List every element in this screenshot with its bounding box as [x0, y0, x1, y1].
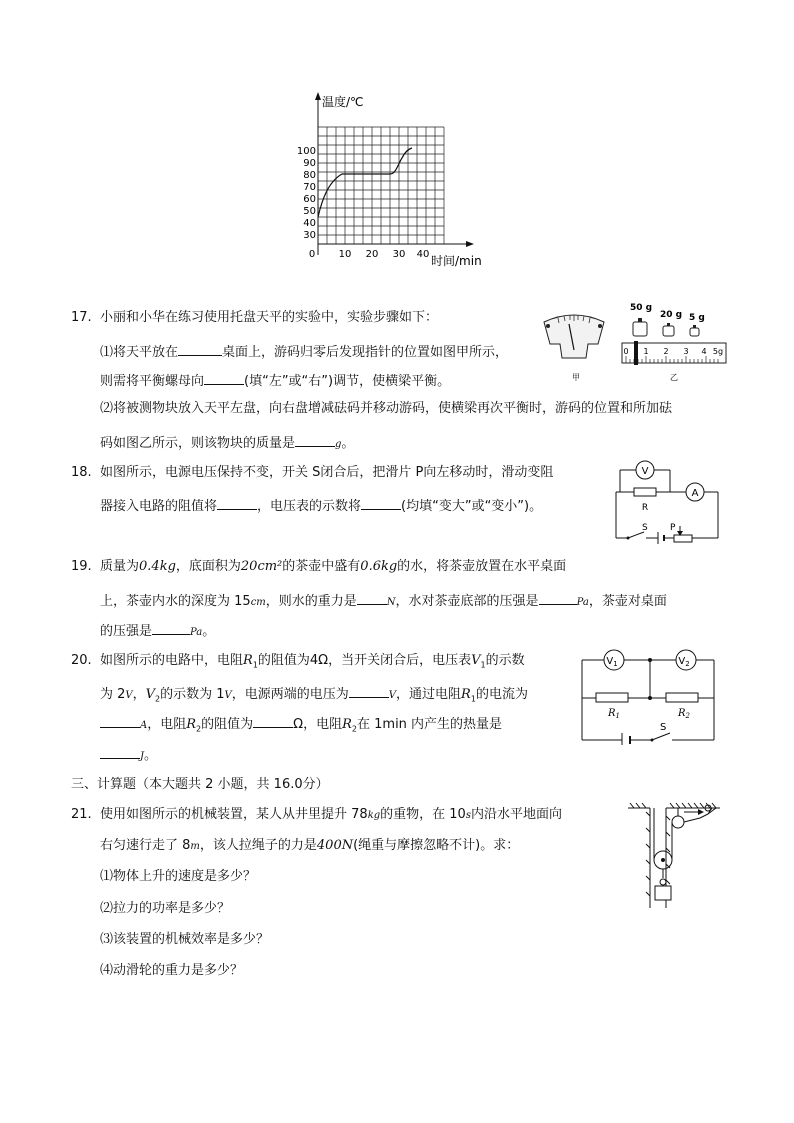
weight-20g-icon — [663, 326, 674, 336]
temperature-time-graph — [290, 90, 510, 270]
q18-line1: 如图所示，电源电压保持不变，开关 S闭合后，把滑片 P向左移动时，滑动变阻 — [100, 465, 554, 480]
ytick: 60 — [303, 194, 316, 205]
question-number: 18. — [71, 465, 92, 480]
answer-blank[interactable] — [100, 744, 140, 759]
q18-circuit-diagram — [612, 458, 724, 552]
scale-tick-label: 3 — [683, 347, 689, 356]
resistor-r1-label: $R_1$ — [608, 708, 620, 720]
resistor-r1-icon — [596, 693, 628, 702]
scale-tick-label: 5g — [712, 347, 724, 356]
figure-caption-yi: 乙 — [670, 373, 678, 382]
q19-line1: 质量为0.4kg，底面积为20cm²的茶壶中盛有0.6kg的水，将茶壶放置在水平桌面 — [100, 559, 567, 574]
ytick: 70 — [303, 182, 316, 193]
q20-line4: J。 — [100, 744, 157, 766]
weight-50g-icon — [633, 322, 647, 336]
switch-label: S — [660, 722, 667, 733]
q17-line5: 码如图乙所示，则该物块的质量是 g。 — [100, 432, 354, 454]
switch-icon — [627, 537, 630, 540]
switch-label: S — [642, 523, 648, 533]
weight-5g-icon — [690, 328, 699, 336]
question-number: 21. — [71, 807, 92, 822]
q17-line2: ⑴将天平放在 桌面上，游码归零后发现指针的位置如图甲所示， — [100, 341, 508, 362]
q21-line2: 右匀速行走了 8m，该人拉绳子的力是400N(绳重与摩擦忽略不计)。求： — [100, 838, 520, 853]
q21-sub4: ⑷动滑轮的重力是多少？ — [100, 963, 244, 978]
xtick: 10 — [338, 249, 352, 260]
section-heading: 三、计算题（本大题共 2 小题，共 16.0分） — [71, 777, 329, 792]
graph-grid — [318, 127, 444, 244]
pulley-well-diagram — [624, 798, 724, 910]
scale-tick-label: 2 — [663, 347, 669, 356]
voltmeter-2-label: $V_2$ — [678, 656, 690, 668]
q19-line3: 的压强是 Pa。 — [100, 620, 215, 642]
resistor-r2-icon — [666, 693, 698, 702]
xtick: 20 — [365, 249, 379, 260]
direction-arrow-icon — [698, 809, 704, 815]
balance-figure — [538, 300, 728, 388]
answer-blank[interactable] — [361, 495, 401, 510]
answer-blank[interactable] — [152, 620, 190, 635]
weight-label: 20 g — [660, 310, 683, 320]
weight-label: 50 g — [630, 303, 653, 313]
answer-blank[interactable] — [204, 370, 244, 385]
slider-label: P — [670, 523, 676, 533]
answer-blank[interactable] — [100, 713, 140, 728]
answer-blank[interactable] — [295, 432, 335, 447]
answer-blank[interactable] — [178, 341, 222, 356]
q17-line3: 则需将平衡螺母向 (填“左”或“右”)调节，使横梁平衡。 — [100, 370, 450, 391]
q20-circuit-diagram — [580, 645, 720, 745]
resistor-r2-label: $R_2$ — [678, 708, 690, 720]
q21-sub3: ⑶该装置的机械效率是多少？ — [100, 932, 270, 947]
rheostat-icon — [674, 535, 692, 542]
answer-blank[interactable] — [349, 683, 389, 698]
y-axis-arrow-icon — [315, 92, 321, 100]
ytick: 40 — [303, 218, 316, 229]
x-axis-arrow-icon — [466, 241, 474, 247]
resistor-icon — [634, 488, 656, 496]
voltmeter-label: V — [641, 466, 649, 477]
question-number: 17. — [71, 310, 92, 325]
figure-caption-jia: 甲 — [572, 373, 580, 382]
scale-tick-label: 0 — [623, 347, 629, 356]
q20-line2: 为 2V，$V_2$的示数为 1V，电源两端的电压为 V，通过电阻$R_1$的电流为 — [100, 683, 528, 709]
answer-blank[interactable] — [253, 713, 293, 728]
balance-dial — [544, 315, 604, 358]
scale-tick-label: 4 — [701, 347, 707, 356]
ytick: 80 — [303, 170, 316, 181]
q20-line3: A，电阻$R_2$的阻值为 Ω，电阻$R_2$在 1min 内产生的热量是 — [100, 713, 502, 739]
resistor-label: R — [641, 503, 649, 513]
answer-blank[interactable] — [217, 495, 257, 510]
ytick: 100 — [296, 146, 316, 157]
ytick: 50 — [303, 206, 316, 217]
temperature-curve — [318, 148, 412, 217]
answer-blank[interactable] — [357, 590, 387, 605]
xtick: 0 — [308, 249, 316, 260]
xtick: 30 — [392, 249, 406, 260]
q21-line1: 使用如图所示的机械装置，某人从井里提升 78kg的重物，在 10s内沿水平地面向 — [100, 807, 562, 822]
q17-line4: ⑵将被测物块放入天平左盘，向右盘增减砝码并移动游码，使横梁再次平衡时，游码的位置和所加砝 — [100, 401, 673, 416]
q21-sub1: ⑴物体上升的速度是多少？ — [100, 869, 257, 884]
q21-sub2: ⑵拉力的功率是多少？ — [100, 901, 231, 916]
q19-line2: 上，茶壶内水的深度为 15cm，则水的重力是 N，水对茶壶底部的压强是 Pa，茶壶对桌面 — [100, 590, 667, 612]
graph-ylabel: 温度/℃ — [322, 95, 364, 109]
weight-block-icon — [655, 886, 671, 900]
q17-line1: 小丽和小华在练习使用托盘天平的实验中，实验步骤如下： — [100, 310, 439, 325]
ytick: 90 — [303, 158, 316, 169]
question-number: 19. — [71, 559, 92, 574]
ammeter-label: A — [691, 488, 699, 499]
switch-icon — [651, 739, 654, 742]
graph-xlabel: 时间/min — [431, 254, 482, 268]
question-number: 20. — [71, 653, 92, 668]
weight-label: 5 g — [689, 313, 705, 323]
voltmeter-1-label: $V_1$ — [606, 656, 618, 668]
scale-tick-label: 1 — [643, 347, 649, 356]
xtick: 40 — [416, 249, 430, 260]
answer-blank[interactable] — [539, 590, 577, 605]
q18-line2: 器接入电路的阻值将 ，电压表的示数将 (均填“变大”或“变小”)。 — [100, 495, 542, 516]
fixed-pulley-icon — [672, 816, 684, 828]
rider-marker — [634, 341, 638, 365]
q20-line1: 如图所示的电路中，电阻$R_1$的阻值为4Ω，当开关闭合后，电压表$V_1$的示数 — [100, 653, 525, 670]
ytick: 30 — [303, 230, 316, 241]
